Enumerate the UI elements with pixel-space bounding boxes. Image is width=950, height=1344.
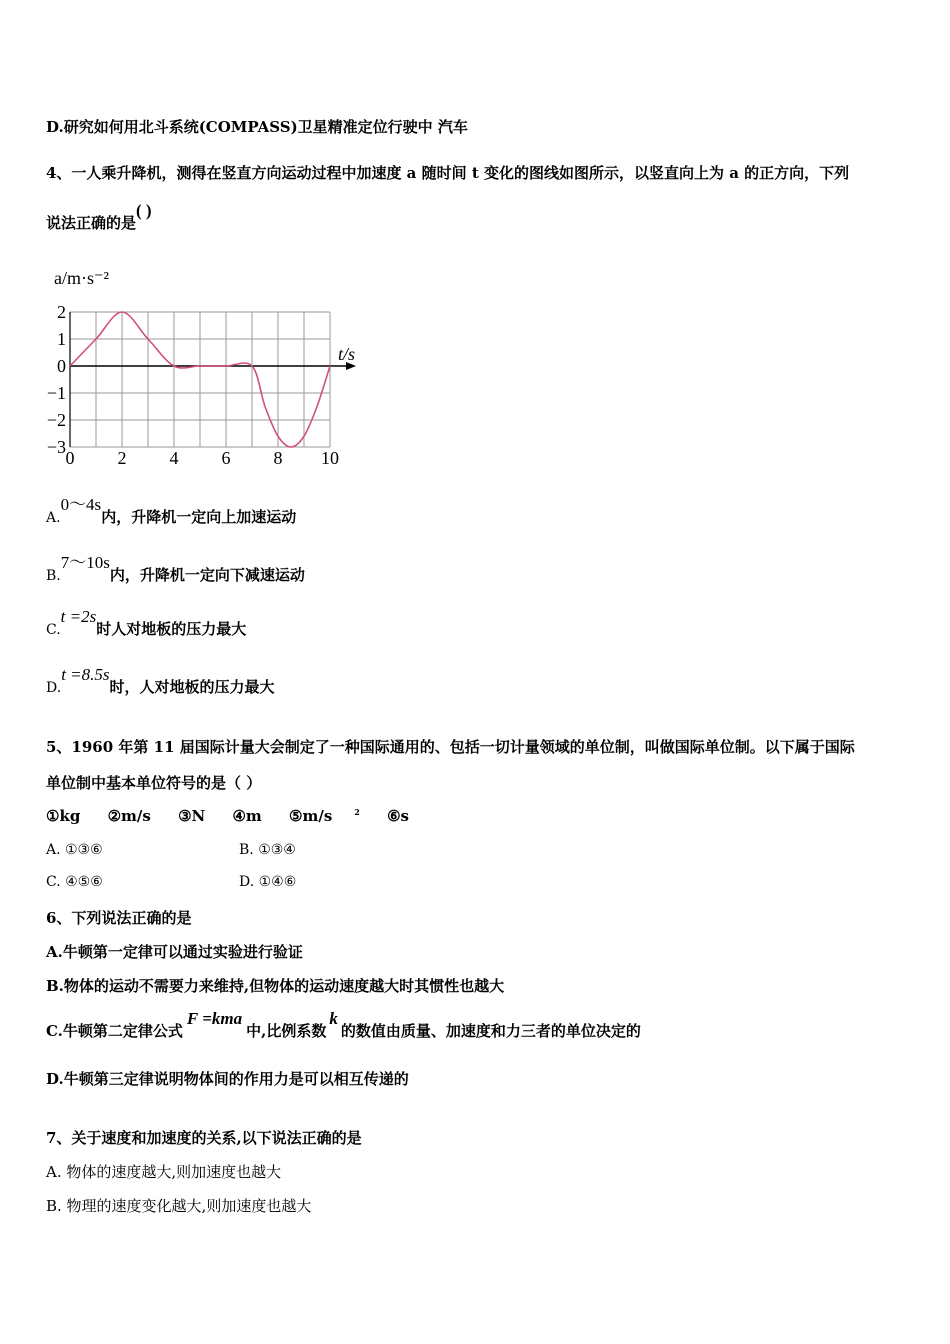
coefficient-k: k bbox=[329, 1009, 338, 1028]
y-tick-label: −3 bbox=[46, 437, 66, 457]
x-tick-labels bbox=[66, 448, 340, 468]
q7-stem: 7、关于速度和加速度的关系,以下说法正确的是 bbox=[46, 1129, 362, 1147]
q6-option-c: C.牛顿第二定律公式F =kma中,比例系数k的数值由质量、加速度和力三者的单位决定的 bbox=[46, 1009, 641, 1040]
q6-option-d: D.牛顿第三定律说明物体间的作用力是可以相互传递的 bbox=[46, 1070, 409, 1088]
q4-stem-line1: 4、一人乘升降机，测得在竖直方向运动过程中加速度 a 随时间 t 变化的图线如图所示，以竖直向上为 a 的正方向，下列 bbox=[46, 164, 850, 182]
q4-option-b: B.7～10s内，升降机一定向下减速运动 bbox=[46, 553, 305, 584]
option-c-math: t =2s bbox=[60, 607, 97, 626]
q6-option-a: A.牛顿第一定律可以通过实验进行验证 bbox=[46, 943, 303, 961]
q4-option-d: D.t =8.5s时，人对地板的压力最大 bbox=[46, 665, 275, 696]
q7-option-a: A. 物体的速度越大,则加速度也越大 bbox=[46, 1163, 282, 1181]
q4-stem-line2 bbox=[46, 201, 152, 233]
option-b-math: 7～10s bbox=[60, 553, 110, 572]
y-tick-label: 0 bbox=[57, 356, 66, 376]
q5-option-c: C. ④⑤⑥ bbox=[46, 874, 103, 890]
y-tick-label: −2 bbox=[46, 410, 66, 430]
x-tick-label: 8 bbox=[273, 448, 283, 468]
q5-stem-line1: 5、1960 年第 11 届国际计量大会制定了一种国际通用的、包括一切计量领域的单位制，叫做国际单位制。以下属于国际 bbox=[46, 738, 855, 756]
q5-option-d: D. ①④⑥ bbox=[239, 874, 297, 890]
y-tick-label: −1 bbox=[46, 383, 66, 403]
answer-bracket: ( ) bbox=[136, 201, 152, 220]
y-axis-label: a/m·s⁻² bbox=[54, 268, 109, 288]
acceleration-time-graph bbox=[40, 262, 370, 472]
q6-option-b: B.物体的运动不需要力来维持,但物体的运动速度越大时其惯性也越大 bbox=[46, 977, 505, 995]
q4-option-c: C.t =2s时人对地板的压力最大 bbox=[46, 607, 247, 638]
q4-option-a: A.0～4s内，升降机一定向上加速运动 bbox=[46, 495, 297, 526]
unit-m-per-s: ②m/s bbox=[107, 807, 151, 825]
q4-stem-text: 说法正确的是 bbox=[46, 214, 137, 232]
x-tick-label: 2 bbox=[117, 448, 127, 468]
q7-option-b: B. 物理的速度变化越大,则加速度也越大 bbox=[46, 1197, 312, 1215]
y-tick-labels bbox=[47, 302, 66, 457]
q5-option-b: B. ①③④ bbox=[239, 842, 296, 858]
x-tick-label: 10 bbox=[321, 448, 339, 468]
unit-kg: ①kg bbox=[46, 807, 81, 825]
unit-m: ④m bbox=[232, 807, 262, 825]
x-tick-label: 4 bbox=[169, 448, 179, 468]
x-axis-label: t/s bbox=[338, 344, 356, 364]
option-a-math: 0～4s bbox=[60, 495, 102, 514]
q6-stem: 6、下列说法正确的是 bbox=[46, 909, 192, 927]
chart-grid bbox=[70, 312, 330, 447]
option-d-math: t =8.5s bbox=[61, 665, 110, 684]
formula-f-kma: F =kma bbox=[186, 1009, 243, 1028]
x-tick-label: 6 bbox=[221, 448, 231, 468]
q5-option-a: A. ①③⑥ bbox=[46, 842, 103, 858]
q3-option-d: D.研究如何用北斗系统(COMPASS)卫星精准定位行驶中 汽车 bbox=[46, 118, 468, 136]
x-tick-label: 0 bbox=[65, 448, 75, 468]
unit-m-per-s2: ⑤m/s $^2$ bbox=[289, 807, 360, 825]
q5-stem-line2: 单位制中基本单位符号的是（ ） bbox=[46, 774, 262, 792]
unit-s: ⑥s bbox=[387, 807, 409, 825]
y-tick-label: 2 bbox=[57, 302, 66, 322]
unit-n: ③N bbox=[178, 807, 206, 825]
q5-units-list bbox=[46, 807, 431, 825]
y-tick-label: 1 bbox=[57, 329, 66, 349]
